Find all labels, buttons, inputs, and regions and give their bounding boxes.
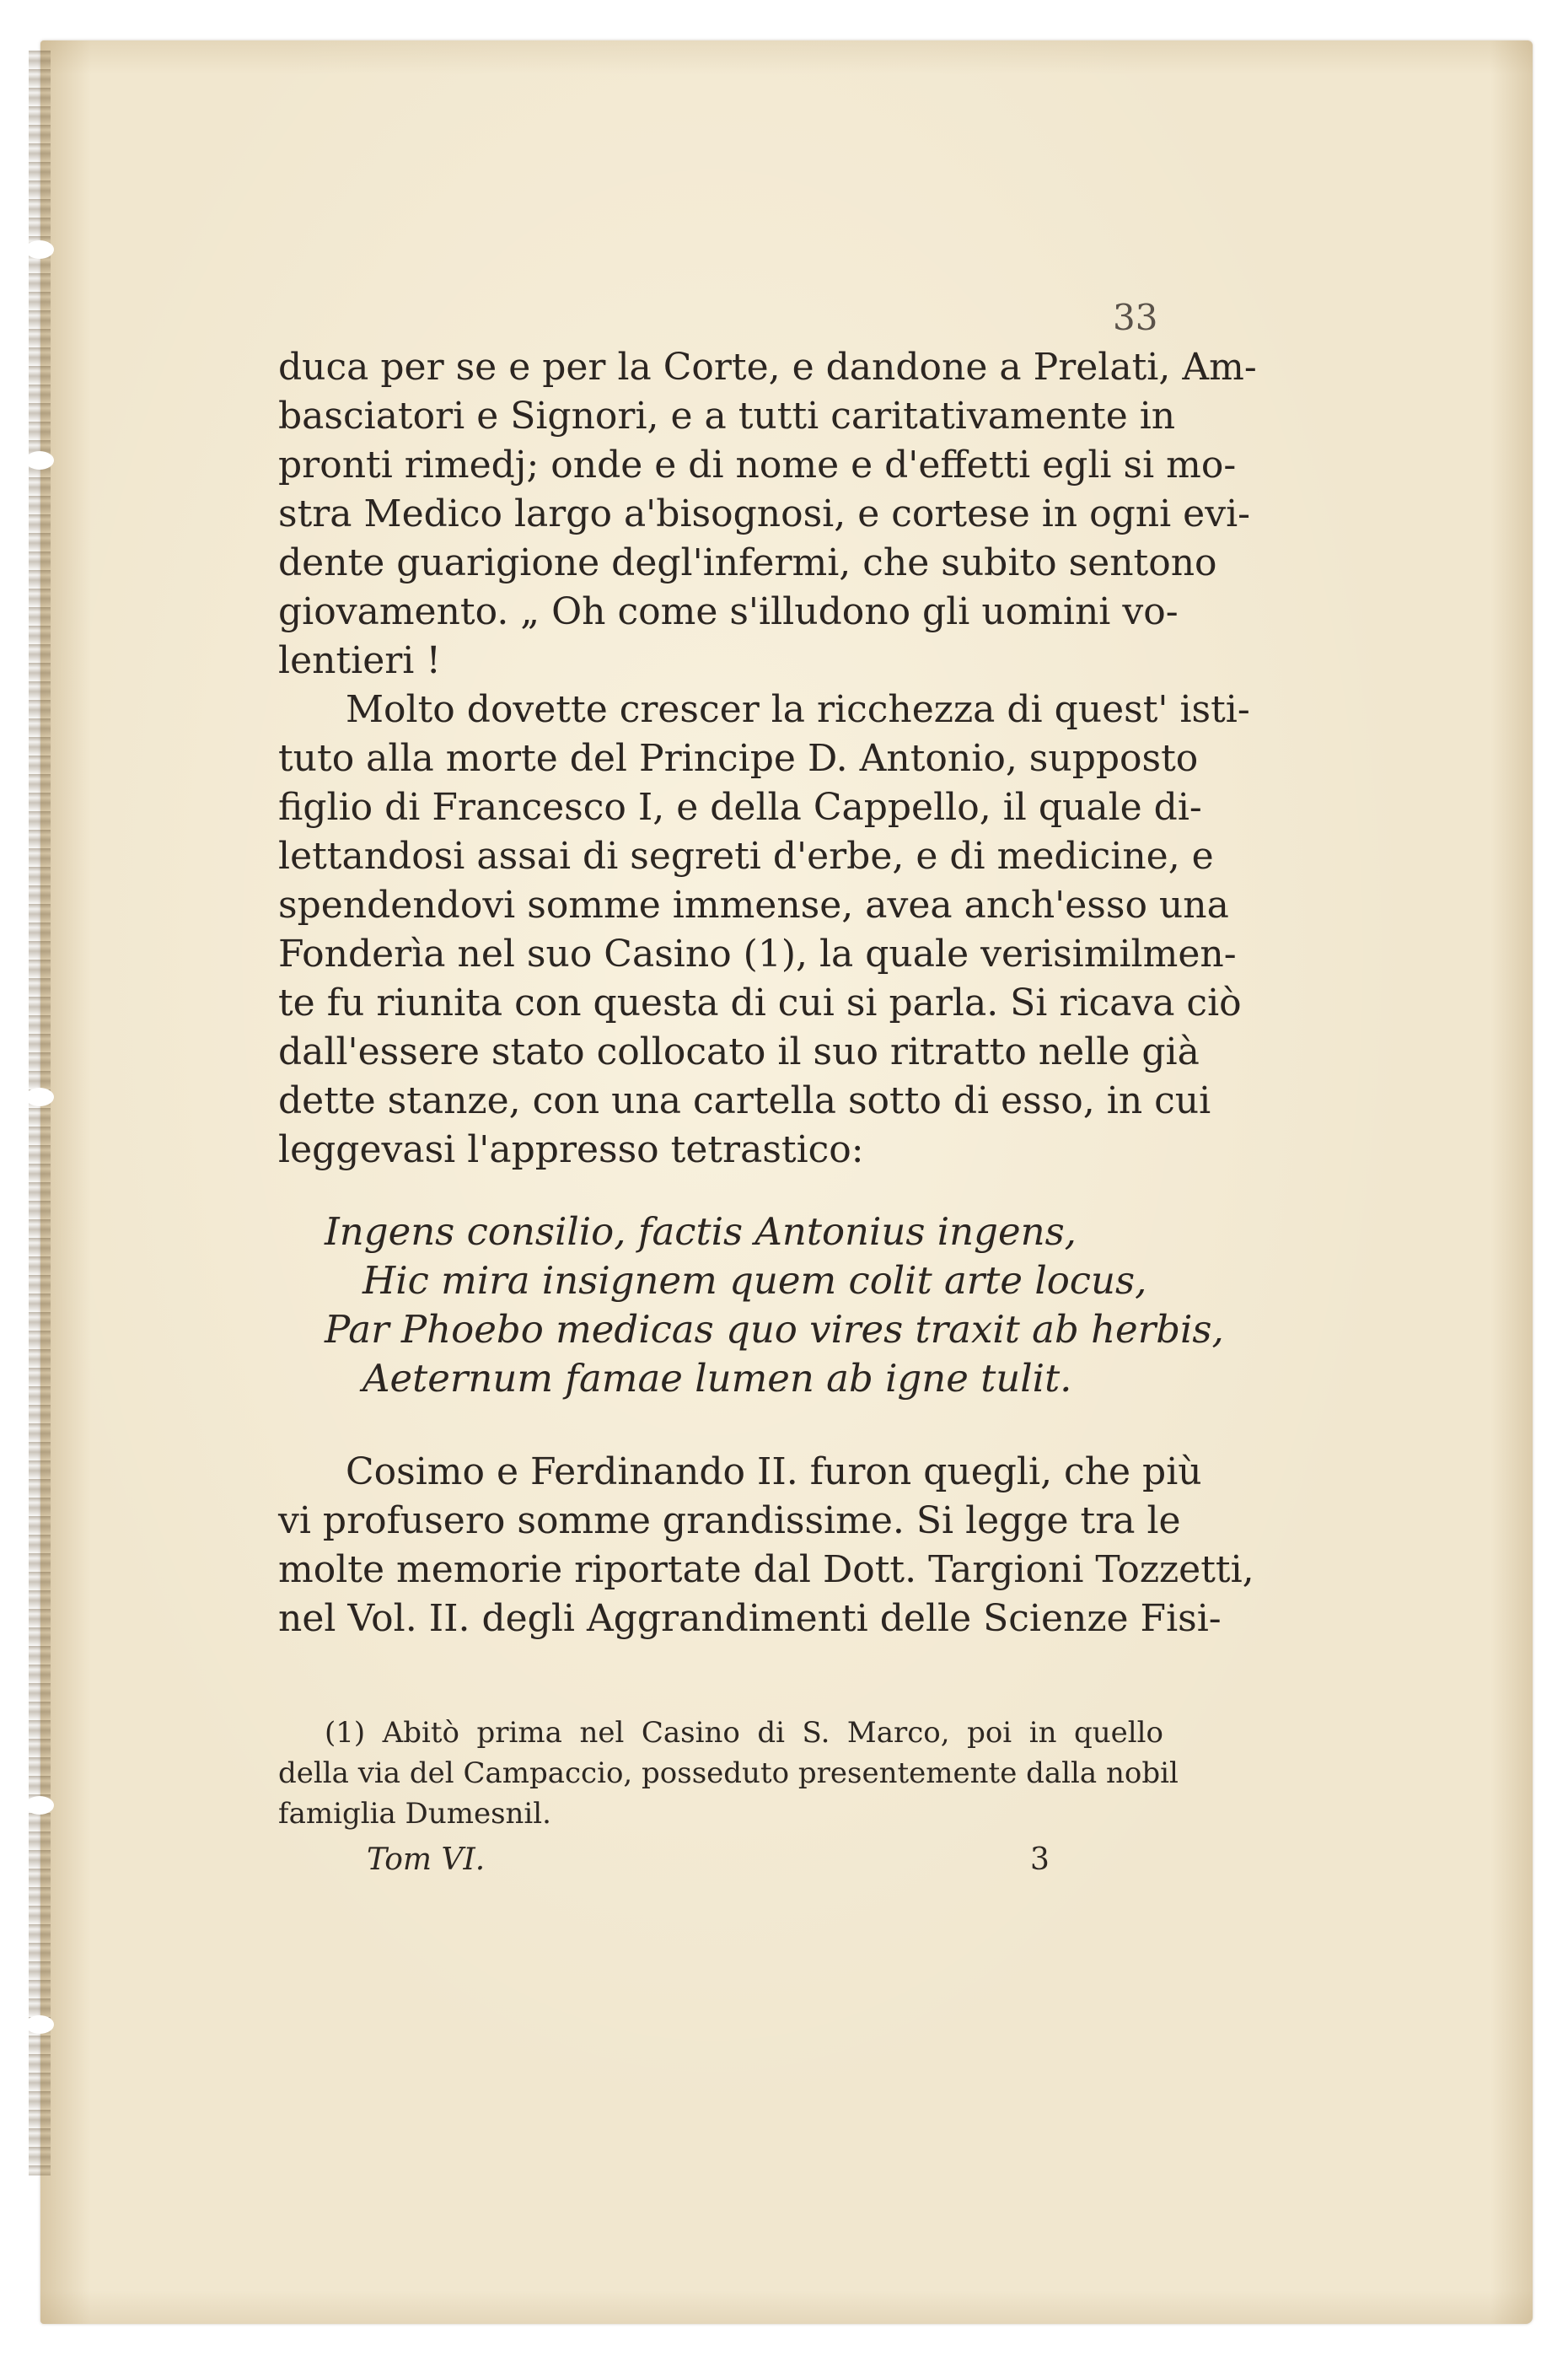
stitch-hole: [25, 240, 54, 259]
text-line: dente guarigione degl'infermi, che subito sentono: [278, 541, 1217, 584]
stitch-hole: [25, 2015, 54, 2034]
stitch-hole: [25, 451, 54, 470]
page-number: 33: [1113, 297, 1158, 338]
text-line: spendendovi somme immense, avea anch'esso una: [278, 884, 1229, 927]
text-line: Cosimo e Ferdinando II. furon quegli, che più: [346, 1450, 1202, 1493]
stitch-hole: [25, 1088, 54, 1106]
text-line: stra Medico largo a'bisognosi, e cortese in ogni evi-: [278, 492, 1251, 535]
sewn-spine-edge: [29, 51, 51, 2175]
text-line: te fu riunita con questa di cui si parla. Si ricava ciò: [278, 982, 1242, 1025]
verse-line: Hic mira insignem quem colit arte locus,: [362, 1258, 1147, 1303]
text-line: dall'essere stato collocato il suo ritratto nelle già: [278, 1030, 1200, 1073]
text-line: figlio di Francesco I, e della Cappello, il quale di-: [278, 786, 1202, 829]
text-line: nel Vol. II. degli Aggrandimenti delle Scienze Fisi-: [278, 1597, 1222, 1640]
text-line: molte memorie riportate dal Dott. Targioni Tozzetti,: [278, 1548, 1254, 1591]
text-line: dette stanze, con una cartella sotto di esso, in cui: [278, 1079, 1211, 1122]
text-line: duca per se e per la Corte, e dandone a Prelati, Am-: [278, 346, 1257, 389]
footnote-line: famiglia Dumesnil.: [278, 1797, 551, 1831]
verse-line: Aeternum famae lumen ab igne tulit.: [362, 1356, 1072, 1401]
text-line: lettandosi assai di segreti d'erbe, e di medicine, e: [278, 835, 1214, 878]
volume-signature: Tom VI.: [367, 1842, 486, 1877]
footnote-line: della via del Campaccio, posseduto presentemente dalla nobil: [278, 1756, 1179, 1790]
text-line: vi profusero somme grandissime. Si legge tra le: [278, 1499, 1181, 1542]
footnote-line: (1) Abitò prima nel Casino di S. Marco, poi in quello: [325, 1716, 1163, 1750]
text-line: leggevasi l'appresso tetrastico:: [278, 1128, 864, 1171]
verse-line: Par Phoebo medicas quo vires traxit ab herbis,: [325, 1307, 1224, 1352]
text-line: lentieri !: [278, 639, 442, 682]
signature-mark: 3: [1030, 1842, 1050, 1877]
text-line: basciatori e Signori, e a tutti caritativamente in: [278, 395, 1176, 438]
text-line: Molto dovette crescer la ricchezza di quest' isti-: [346, 688, 1250, 731]
text-line: Fonderìa nel suo Casino (1), la quale verisimilmen-: [278, 933, 1237, 976]
text-line: tuto alla morte del Principe D. Antonio, supposto: [278, 737, 1199, 780]
stitch-hole: [25, 1796, 54, 1815]
text-line: giovamento. „ Oh come s'illudono gli uomini vo-: [278, 590, 1179, 633]
verse-line: Ingens consilio, factis Antonius ingens,: [325, 1209, 1077, 1254]
text-line: pronti rimedj; onde e di nome e d'effetti egli si mo-: [278, 444, 1237, 487]
